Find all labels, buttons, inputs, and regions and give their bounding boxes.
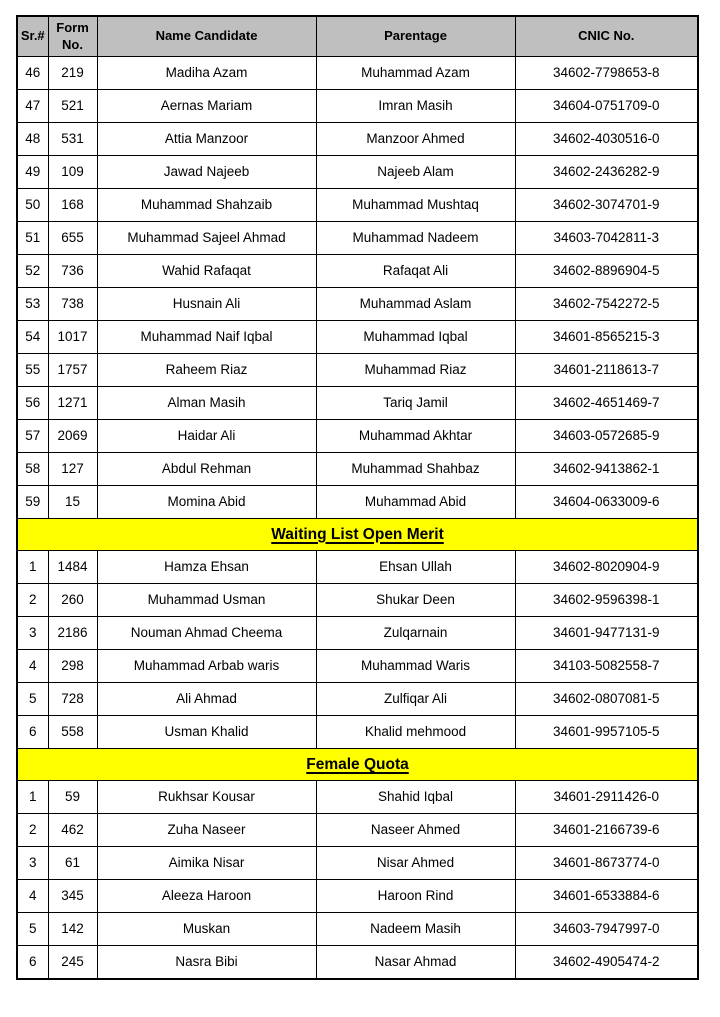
cell-sr: 48 xyxy=(17,123,48,156)
cell-name: Raheem Riaz xyxy=(97,354,316,387)
cell-cnic: 34602-3074701-9 xyxy=(515,189,698,222)
table-row xyxy=(17,847,698,880)
cell-name: Hamza Ehsan xyxy=(97,551,316,584)
cell-parentage: Shahid Iqbal xyxy=(316,781,515,814)
cell-parentage: Muhammad Waris xyxy=(316,650,515,683)
cell-form: 59 xyxy=(48,781,97,814)
cell-sr: 59 xyxy=(17,486,48,519)
cell-sr: 46 xyxy=(17,57,48,90)
table-row xyxy=(17,387,698,420)
cell-form: 61 xyxy=(48,847,97,880)
table-row xyxy=(17,946,698,980)
cell-parentage: Rafaqat Ali xyxy=(316,255,515,288)
column-header-sr: Sr.# xyxy=(17,16,48,57)
cell-name: Husnain Ali xyxy=(97,288,316,321)
cell-cnic: 34602-7798653-8 xyxy=(515,57,698,90)
cell-sr: 5 xyxy=(17,683,48,716)
cell-parentage: Nadeem Masih xyxy=(316,913,515,946)
cell-name: Muhammad Sajeel Ahmad xyxy=(97,222,316,255)
cell-sr: 2 xyxy=(17,814,48,847)
section-title: Female Quota xyxy=(17,749,698,781)
cell-form: 1757 xyxy=(48,354,97,387)
cell-parentage: Haroon Rind xyxy=(316,880,515,913)
cell-form: 142 xyxy=(48,913,97,946)
cell-form: 168 xyxy=(48,189,97,222)
cell-form: 1017 xyxy=(48,321,97,354)
cell-sr: 58 xyxy=(17,453,48,486)
cell-cnic: 34103-5082558-7 xyxy=(515,650,698,683)
cell-parentage: Muhammad Abid xyxy=(316,486,515,519)
cell-form: 109 xyxy=(48,156,97,189)
cell-cnic: 34601-8565215-3 xyxy=(515,321,698,354)
table-row xyxy=(17,288,698,321)
cell-cnic: 34603-7947997-0 xyxy=(515,913,698,946)
table-row xyxy=(17,814,698,847)
cell-form: 736 xyxy=(48,255,97,288)
cell-name: Momina Abid xyxy=(97,486,316,519)
cell-name: Usman Khalid xyxy=(97,716,316,749)
cell-sr: 5 xyxy=(17,913,48,946)
cell-cnic: 34602-7542272-5 xyxy=(515,288,698,321)
cell-cnic: 34604-0751709-0 xyxy=(515,90,698,123)
cell-name: Nasra Bibi xyxy=(97,946,316,980)
table-row xyxy=(17,57,698,90)
cell-form: 1271 xyxy=(48,387,97,420)
table-body xyxy=(17,57,698,980)
cell-cnic: 34603-7042811-3 xyxy=(515,222,698,255)
cell-form: 260 xyxy=(48,584,97,617)
cell-sr: 51 xyxy=(17,222,48,255)
cell-parentage: Muhammad Shahbaz xyxy=(316,453,515,486)
cell-parentage: Muhammad Mushtaq xyxy=(316,189,515,222)
cell-sr: 50 xyxy=(17,189,48,222)
cell-sr: 52 xyxy=(17,255,48,288)
table-row xyxy=(17,551,698,584)
cell-sr: 49 xyxy=(17,156,48,189)
cell-cnic: 34602-9596398-1 xyxy=(515,584,698,617)
cell-name: Muhammad Usman xyxy=(97,584,316,617)
cell-sr: 53 xyxy=(17,288,48,321)
cell-cnic: 34602-9413862-1 xyxy=(515,453,698,486)
cell-form: 558 xyxy=(48,716,97,749)
cell-sr: 47 xyxy=(17,90,48,123)
cell-parentage: Manzoor Ahmed xyxy=(316,123,515,156)
cell-form: 738 xyxy=(48,288,97,321)
cell-parentage: Muhammad Aslam xyxy=(316,288,515,321)
cell-name: Aleeza Haroon xyxy=(97,880,316,913)
cell-cnic: 34602-4905474-2 xyxy=(515,946,698,980)
cell-form: 2069 xyxy=(48,420,97,453)
cell-parentage: Nisar Ahmed xyxy=(316,847,515,880)
table-row xyxy=(17,321,698,354)
cell-parentage: Shukar Deen xyxy=(316,584,515,617)
cell-name: Muhammad Arbab waris xyxy=(97,650,316,683)
cell-sr: 6 xyxy=(17,946,48,980)
cell-name: Abdul Rehman xyxy=(97,453,316,486)
cell-parentage: Nasar Ahmad xyxy=(316,946,515,980)
column-header-form: Form No. xyxy=(48,16,97,57)
table-row xyxy=(17,189,698,222)
cell-parentage: Imran Masih xyxy=(316,90,515,123)
cell-form: 521 xyxy=(48,90,97,123)
column-header-cnic: CNIC No. xyxy=(515,16,698,57)
cell-form: 531 xyxy=(48,123,97,156)
cell-form: 245 xyxy=(48,946,97,980)
table-row xyxy=(17,716,698,749)
cell-cnic: 34602-0807081-5 xyxy=(515,683,698,716)
section-header-row xyxy=(17,519,698,551)
cell-parentage: Najeeb Alam xyxy=(316,156,515,189)
table-row xyxy=(17,156,698,189)
cell-parentage: Zulqarnain xyxy=(316,617,515,650)
cell-parentage: Muhammad Azam xyxy=(316,57,515,90)
cell-cnic: 34604-0633009-6 xyxy=(515,486,698,519)
cell-parentage: Ehsan Ullah xyxy=(316,551,515,584)
cell-cnic: 34602-8896904-5 xyxy=(515,255,698,288)
cell-form: 219 xyxy=(48,57,97,90)
table-row xyxy=(17,255,698,288)
cell-cnic: 34601-2911426-0 xyxy=(515,781,698,814)
cell-form: 1484 xyxy=(48,551,97,584)
table-row xyxy=(17,584,698,617)
cell-sr: 2 xyxy=(17,584,48,617)
cell-cnic: 34601-2118613-7 xyxy=(515,354,698,387)
cell-cnic: 34601-9477131-9 xyxy=(515,617,698,650)
cell-sr: 57 xyxy=(17,420,48,453)
cell-parentage: Muhammad Nadeem xyxy=(316,222,515,255)
cell-sr: 4 xyxy=(17,650,48,683)
column-header-name: Name Candidate xyxy=(97,16,316,57)
cell-cnic: 34602-4030516-0 xyxy=(515,123,698,156)
table-row xyxy=(17,913,698,946)
cell-name: Wahid Rafaqat xyxy=(97,255,316,288)
cell-form: 2186 xyxy=(48,617,97,650)
section-title: Waiting List Open Merit xyxy=(17,519,698,551)
cell-name: Aimika Nisar xyxy=(97,847,316,880)
cell-parentage: Tariq Jamil xyxy=(316,387,515,420)
cell-name: Alman Masih xyxy=(97,387,316,420)
cell-name: Madiha Azam xyxy=(97,57,316,90)
cell-name: Nouman Ahmad Cheema xyxy=(97,617,316,650)
cell-name: Zuha Naseer xyxy=(97,814,316,847)
column-header-parentage: Parentage xyxy=(316,16,515,57)
cell-form: 728 xyxy=(48,683,97,716)
table-row xyxy=(17,453,698,486)
table-row xyxy=(17,486,698,519)
cell-sr: 1 xyxy=(17,551,48,584)
table-row xyxy=(17,617,698,650)
cell-cnic: 34601-2166739-6 xyxy=(515,814,698,847)
cell-form: 462 xyxy=(48,814,97,847)
cell-cnic: 34601-9957105-5 xyxy=(515,716,698,749)
header-row xyxy=(17,16,698,57)
cell-sr: 55 xyxy=(17,354,48,387)
cell-sr: 56 xyxy=(17,387,48,420)
cell-sr: 54 xyxy=(17,321,48,354)
cell-parentage: Muhammad Iqbal xyxy=(316,321,515,354)
cell-cnic: 34601-6533884-6 xyxy=(515,880,698,913)
table-row xyxy=(17,650,698,683)
cell-name: Attia Manzoor xyxy=(97,123,316,156)
table-row xyxy=(17,781,698,814)
cell-sr: 3 xyxy=(17,617,48,650)
cell-form: 655 xyxy=(48,222,97,255)
cell-parentage: Muhammad Akhtar xyxy=(316,420,515,453)
section-header-row xyxy=(17,749,698,781)
table-row xyxy=(17,354,698,387)
cell-sr: 6 xyxy=(17,716,48,749)
cell-parentage: Naseer Ahmed xyxy=(316,814,515,847)
table-row xyxy=(17,222,698,255)
cell-parentage: Khalid mehmood xyxy=(316,716,515,749)
cell-name: Aernas Mariam xyxy=(97,90,316,123)
cell-sr: 4 xyxy=(17,880,48,913)
cell-name: Muhammad Shahzaib xyxy=(97,189,316,222)
cell-form: 127 xyxy=(48,453,97,486)
cell-form: 298 xyxy=(48,650,97,683)
table-row xyxy=(17,683,698,716)
cell-cnic: 34602-2436282-9 xyxy=(515,156,698,189)
cell-form: 15 xyxy=(48,486,97,519)
cell-parentage: Zulfiqar Ali xyxy=(316,683,515,716)
cell-name: Jawad Najeeb xyxy=(97,156,316,189)
cell-name: Muskan xyxy=(97,913,316,946)
cell-form: 345 xyxy=(48,880,97,913)
table-row xyxy=(17,880,698,913)
cell-name: Ali Ahmad xyxy=(97,683,316,716)
table-row xyxy=(17,420,698,453)
cell-cnic: 34602-8020904-9 xyxy=(515,551,698,584)
table-row xyxy=(17,123,698,156)
table-row xyxy=(17,90,698,123)
cell-name: Muhammad Naif Iqbal xyxy=(97,321,316,354)
cell-cnic: 34603-0572685-9 xyxy=(515,420,698,453)
cell-parentage: Muhammad Riaz xyxy=(316,354,515,387)
cell-sr: 1 xyxy=(17,781,48,814)
cell-name: Haidar Ali xyxy=(97,420,316,453)
cell-name: Rukhsar Kousar xyxy=(97,781,316,814)
merit-table xyxy=(16,15,699,980)
cell-cnic: 34601-8673774-0 xyxy=(515,847,698,880)
cell-sr: 3 xyxy=(17,847,48,880)
cell-cnic: 34602-4651469-7 xyxy=(515,387,698,420)
